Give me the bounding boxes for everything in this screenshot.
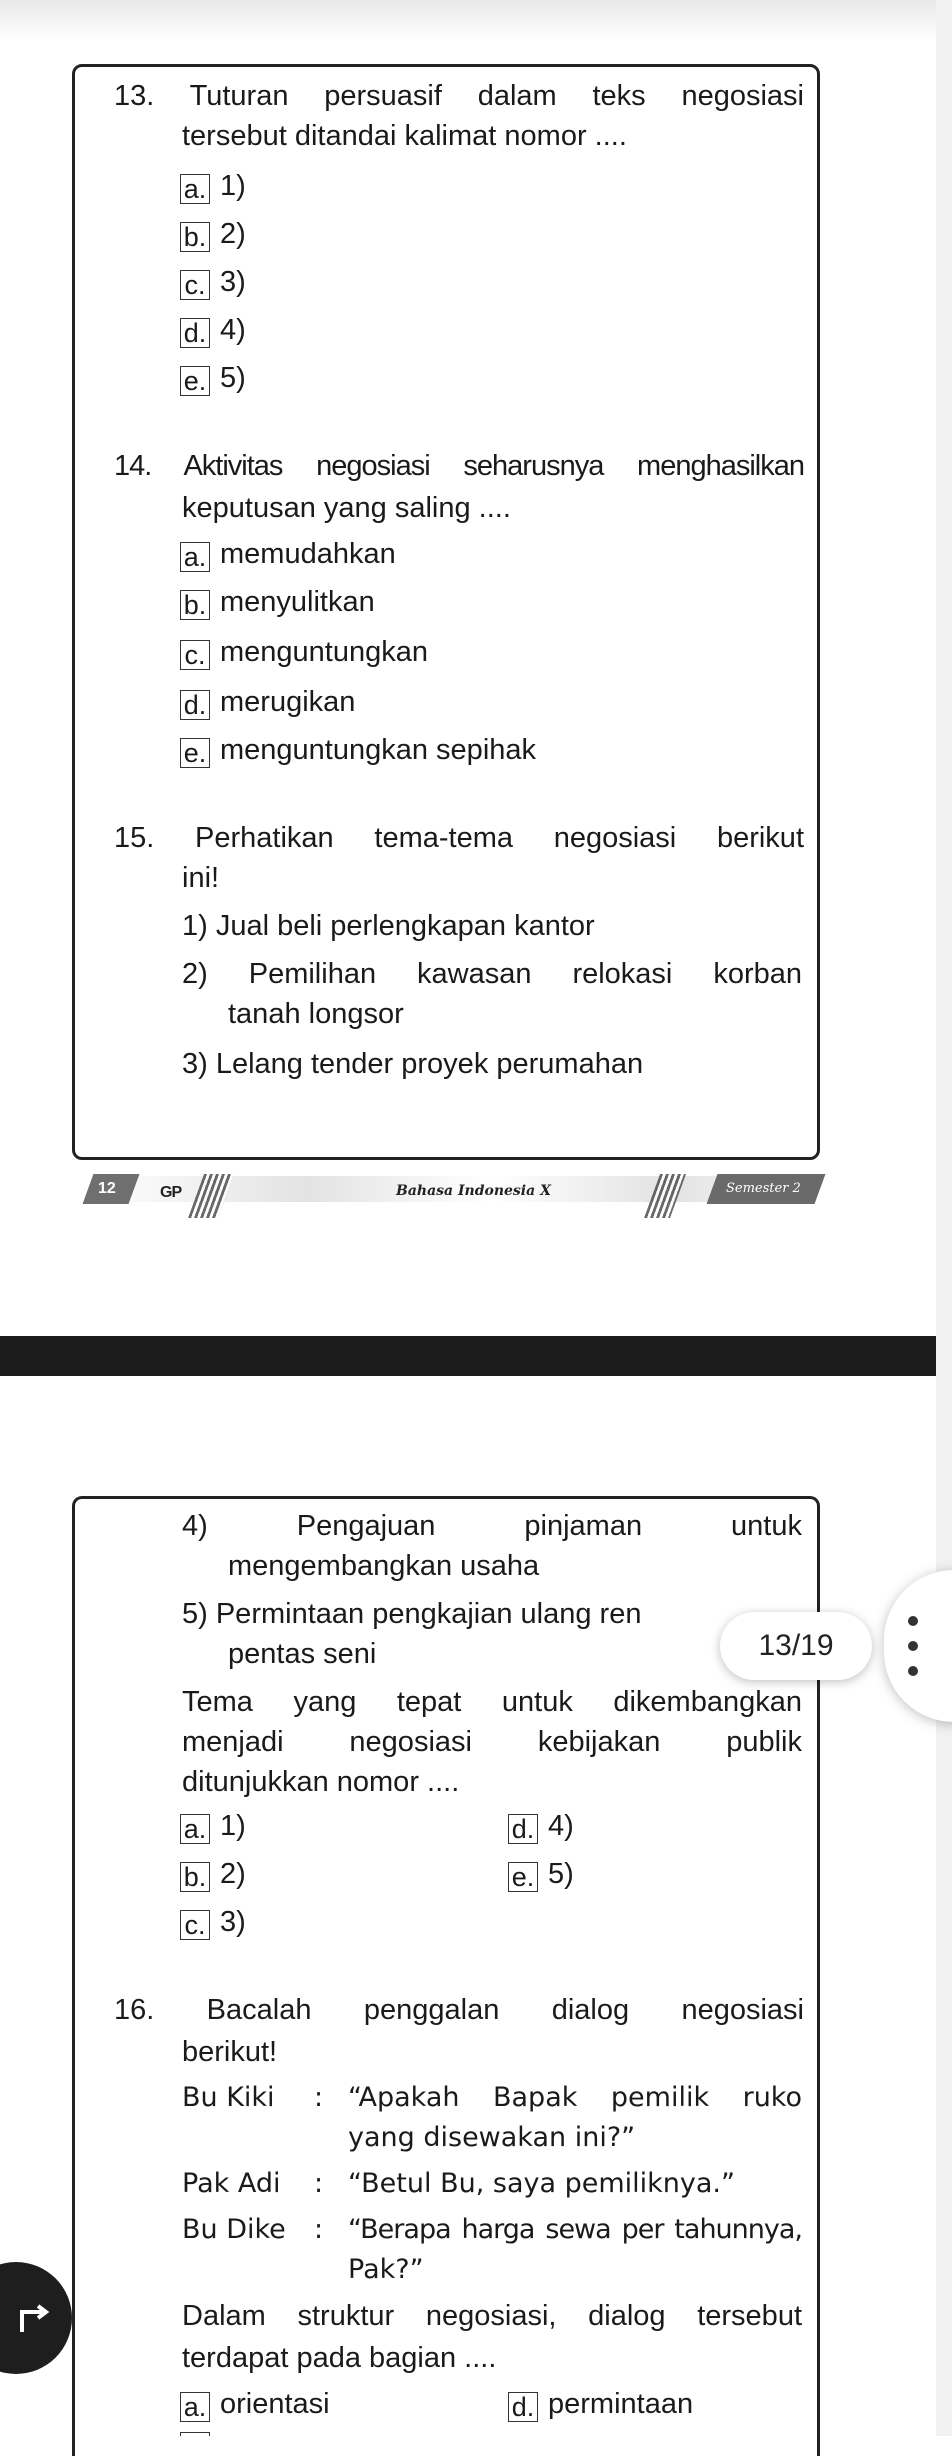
dialog-line-1a: “Apakah Bapak pemilik ruko (348, 2082, 802, 2113)
q16-line2: berikut! (182, 2036, 278, 2068)
q15-item-5: 5) Permintaan pengkajian ulang ren (182, 1598, 642, 1630)
dialog-speaker-1: Bu Kiki (182, 2082, 275, 2113)
q13-option-e[interactable]: e. 5) (180, 360, 246, 396)
scroll-track[interactable] (936, 0, 952, 2436)
vertical-dots-icon (908, 1616, 918, 1676)
page-separator (0, 1336, 936, 1376)
q14-option-a[interactable]: a. memudahkan (180, 536, 396, 572)
q15-item-2-cont: tanah longsor (228, 998, 404, 1030)
q13-option-a[interactable]: a. 1) (180, 168, 246, 204)
q13-line1: 13. Tuturan persuasif dalam teks negosiasi (114, 80, 804, 112)
q15-question-line3: ditunjukkan nomor .... (182, 1766, 460, 1798)
q15-line1: 15. Perhatikan tema-tema negosiasi berikut (114, 822, 804, 854)
q15-option-a[interactable]: a. 1) (180, 1808, 246, 1844)
dialog-sep-2: : (314, 2168, 324, 2199)
more-options-button[interactable] (884, 1570, 952, 1722)
q15-item-4-cont: mengembangkan usaha (228, 1550, 540, 1582)
q14-line2: keputusan yang saling .... (182, 492, 511, 524)
dialog-speaker-2: Pak Adi (182, 2168, 281, 2199)
q16-line1: 16. Bacalah penggalan dialog negosiasi (114, 1994, 804, 2026)
q15-option-e[interactable]: e. 5) (508, 1856, 574, 1892)
q15-option-c[interactable]: c. 3) (180, 1904, 246, 1940)
dialog-line-1b: yang disewakan ini?” (348, 2122, 636, 2153)
dialog-sep-1: : (314, 2082, 324, 2113)
q14-option-d[interactable]: d. merugikan (180, 684, 355, 720)
footer-subject: Bahasa Indonesia X (396, 1183, 551, 1199)
q14-line1: 14. Aktivitas negosiasi seharusnya menghasilkan (114, 450, 804, 482)
q16-question-line1: Dalam struktur negosiasi, dialog tersebut (182, 2300, 802, 2332)
dialog-line-2a: “Betul Bu, saya pemiliknya.” (348, 2168, 735, 2199)
dialog-line-3b: Pak?” (348, 2254, 424, 2285)
q16-question-line2: terdapat pada bagian .... (182, 2342, 497, 2374)
q15-question-line1: Tema yang tepat untuk dikembangkan (182, 1686, 802, 1718)
q13-option-b[interactable]: b. 2) (180, 216, 246, 252)
dialog-line-3a: “Berapa harga sewa per tahunnya, (348, 2214, 802, 2245)
q13-option-c[interactable]: c. 3) (180, 264, 246, 300)
page-number: 12 (98, 1180, 116, 1197)
q15-option-b[interactable]: b. 2) (180, 1856, 246, 1892)
rotate-button[interactable] (0, 2262, 72, 2374)
next-option-box-partial (180, 2432, 210, 2436)
q15-item-5-cont: pentas seni (228, 1638, 377, 1670)
rotate-screen-icon (16, 2298, 56, 2338)
q15-item-2: 2) Pemilihan kawasan relokasi korban (182, 958, 802, 990)
q14-option-e[interactable]: e. menguntungkan sepihak (180, 732, 536, 768)
q16-option-a[interactable]: a. orientasi (180, 2386, 330, 2422)
q15-item-3: 3) Lelang tender proyek perumahan (182, 1048, 644, 1080)
q13-line2: tersebut ditandai kalimat nomor .... (182, 120, 627, 152)
q15-item-4: 4) Pengajuan pinjaman untuk (182, 1510, 802, 1542)
q15-line2: ini! (182, 862, 220, 894)
q15-option-d[interactable]: d. 4) (508, 1808, 574, 1844)
footer-semester: Semester 2 (726, 1181, 801, 1196)
q13-option-d[interactable]: d. 4) (180, 312, 246, 348)
dialog-sep-3: : (314, 2214, 324, 2245)
q14-option-c[interactable]: c. menguntungkan (180, 634, 428, 670)
dialog-speaker-3: Bu Dike (182, 2214, 286, 2245)
q16-option-d[interactable]: d. permintaan (508, 2386, 693, 2422)
q15-question-line2: menjadi negosiasi kebijakan publik (182, 1726, 802, 1758)
q15-item-1: 1) Jual beli perlengkapan kantor (182, 910, 595, 942)
q14-option-b[interactable]: b. menyulitkan (180, 584, 375, 620)
top-fade (0, 0, 952, 40)
page-indicator: 13/19 (720, 1612, 872, 1680)
publisher-logo: GP (160, 1184, 182, 1201)
